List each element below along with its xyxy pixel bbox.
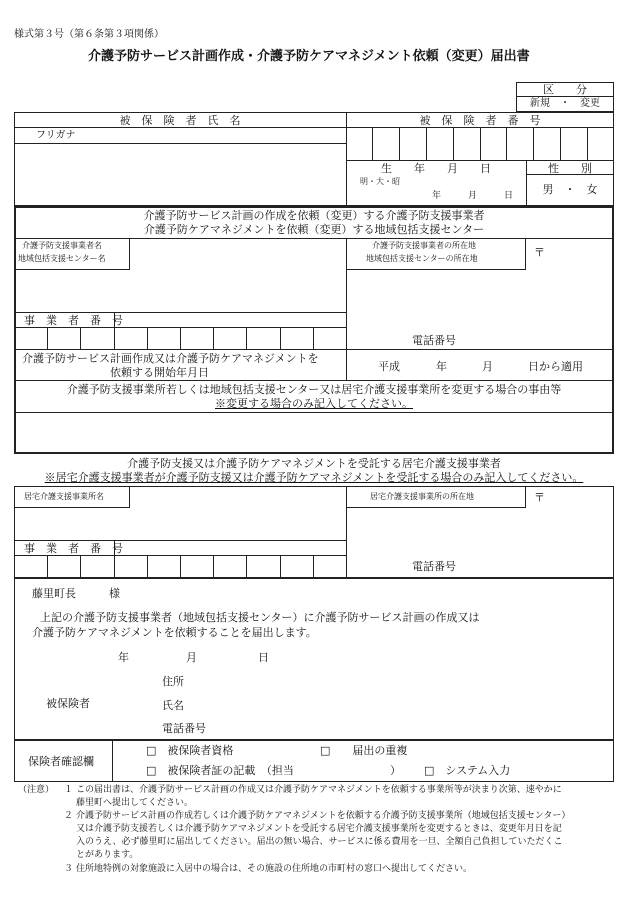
declaration-month[interactable]: 月 (186, 651, 197, 664)
note1-line2: 藤里町へ提出してください。 (76, 798, 194, 808)
form-title: 介護予防サービス計画作成・介護予防ケアマネジメント依頼（変更）届出書 (88, 49, 530, 64)
office-number-label-2: 事 業 者 番 号 (24, 542, 123, 555)
office-number-cells-2[interactable] (14, 555, 346, 578)
check-insurance-card[interactable]: □ 被保険者証の記載 （担当 (146, 764, 294, 777)
reason-field[interactable] (18, 414, 610, 450)
provider-name-label1: 介護予防支援事業者名 (22, 241, 102, 250)
insured-number-cells[interactable] (346, 127, 614, 160)
declaration-day[interactable]: 日 (258, 651, 269, 664)
provider-address-label1: 介護予防支援事業者の所在地 (372, 241, 476, 250)
check-insured-qualification[interactable]: □ 被保険者資格 (146, 744, 234, 757)
section2-heading2: ※居宅介護支援事業者が介護予防支援又は介護予防ケアマネジメントを受託する場合のみ記入してください。 (44, 471, 584, 484)
declaration-year[interactable]: 年 (118, 651, 129, 664)
declarant-insured-label: 被保険者 (46, 697, 90, 710)
section2-heading1: 介護予防支援又は介護予防ケアマネジメントを受託する居宅介護支援事業者 (127, 457, 501, 470)
note1-num: １ (64, 785, 74, 795)
declarant-name-label: 氏名 (162, 699, 184, 712)
note2-line3: 入のうえ、必ず藤里町に届出してください。届出の無い場合、サービスに係る費用を一旦、全額自己負担していただくこ (76, 837, 563, 847)
reason-note: ※変更する場合のみ記入してください。 (215, 397, 413, 410)
note1-line1: この届出書は、介護予防サービス計画の作成又は介護予防ケアマネジメントを依頼する事業所等が決まり次第、速やかに (76, 785, 562, 795)
declaration-body1: 上記の介護予防支援事業者（地域包括支援センター）に介護予防サービス計画の作成又は (40, 611, 480, 624)
care-provider-name-label: 居宅介護支援事業所名 (24, 492, 104, 501)
birthdate-label: 生 年 月 日 (381, 162, 491, 175)
insurer-check-box (14, 740, 614, 782)
note2-line4: とがあります。 (76, 850, 139, 860)
check-insurance-card-close: ） (390, 764, 401, 777)
notes-heading: （注意） (18, 785, 55, 795)
note2-line2: 又は介護予防支援若しくは介護予防ケアマネジメントを受託する居宅介護支援事業所を変更するときは、変更年月日を記 (76, 824, 562, 834)
addressee: 藤里町長 様 (32, 587, 120, 600)
insurer-check-label: 保険者確認欄 (28, 755, 94, 768)
start-label1: 介護予防サービス計画作成又は介護予防ケアマネジメントを (22, 352, 319, 365)
sex-options[interactable]: 男 ・ 女 (542, 183, 598, 196)
declarant-address-label: 住所 (162, 675, 184, 688)
phone-label-1: 電話番号 (412, 334, 456, 347)
start-year[interactable]: 年 (436, 360, 447, 373)
provider-name-field[interactable] (18, 272, 342, 310)
start-day[interactable]: 日から適用 (528, 360, 583, 373)
category-label: 区 分 (543, 83, 587, 96)
start-label2: 依頼する開始年月日 (110, 366, 209, 379)
office-number-cells-1[interactable] (14, 327, 346, 349)
start-month[interactable]: 月 (482, 360, 493, 373)
start-era: 平成 (378, 360, 400, 373)
declaration-box (14, 578, 614, 740)
note2-line1: 介護予防サービス計画の作成若しくは介護予防ケアマネジメントを依頼する介護予防支援事業所（地域包括支援センター） (76, 811, 571, 821)
section1-heading2: 介護予防ケアマネジメントを依頼（変更）する地域包括支援センター (143, 223, 485, 236)
postal-mark-2: 〒 (534, 491, 545, 504)
note3-num: ３ (64, 864, 74, 874)
provider-address-field[interactable] (350, 272, 610, 328)
declaration-body2: 介護予防ケアマネジメントを依頼することを届出します。 (32, 626, 317, 639)
care-provider-address-field[interactable] (350, 510, 610, 550)
declarant-phone-label: 電話番号 (162, 722, 206, 735)
form-number: 様式第３号（第６条第３項関係） (14, 29, 164, 40)
insured-name-field[interactable] (18, 146, 342, 202)
reason-label: 介護予防支援事業所若しくは地域包括支援センター又は居宅介護支援事業所を変更する場合の事由等 (66, 383, 562, 396)
category-options[interactable]: 新規 ・ 変更 (530, 98, 600, 109)
insured-number-label: 被 保 険 者 番 号 (419, 114, 541, 127)
note3-line1: 住所地特例の対象施設に入居中の場合は、その施設の住所地の市町村の窓口へ提出してください。 (76, 864, 473, 874)
note2-num: ２ (64, 811, 74, 821)
birthdate-ymd[interactable]: 年 月 日 (432, 191, 514, 201)
provider-address-label2: 地域包括支援センターの所在地 (366, 254, 478, 263)
check-duplicate[interactable]: □ 届出の重複 (320, 744, 408, 757)
furigana-label: フリガナ (36, 130, 76, 141)
sex-label: 性 別 (548, 162, 592, 175)
office-number-label-1: 事 業 者 番 号 (24, 314, 123, 327)
care-provider-address-label: 居宅介護支援事業所の所在地 (370, 492, 474, 501)
era-options[interactable]: 明・大・昭 (360, 177, 400, 186)
check-system-input[interactable]: □ システム入力 (424, 764, 511, 777)
phone-label-2: 電話番号 (412, 560, 456, 573)
care-provider-name-field[interactable] (18, 510, 342, 538)
postal-mark-1: 〒 (534, 246, 545, 259)
furigana-field[interactable] (90, 129, 342, 142)
section1-heading1: 介護予防サービス計画の作成を依頼（変更）する介護予防支援事業者 (143, 209, 485, 222)
provider-name-label2: 地域包括支援センター名 (18, 254, 106, 263)
insured-name-label: 被 保 険 者 氏 名 (119, 114, 241, 127)
